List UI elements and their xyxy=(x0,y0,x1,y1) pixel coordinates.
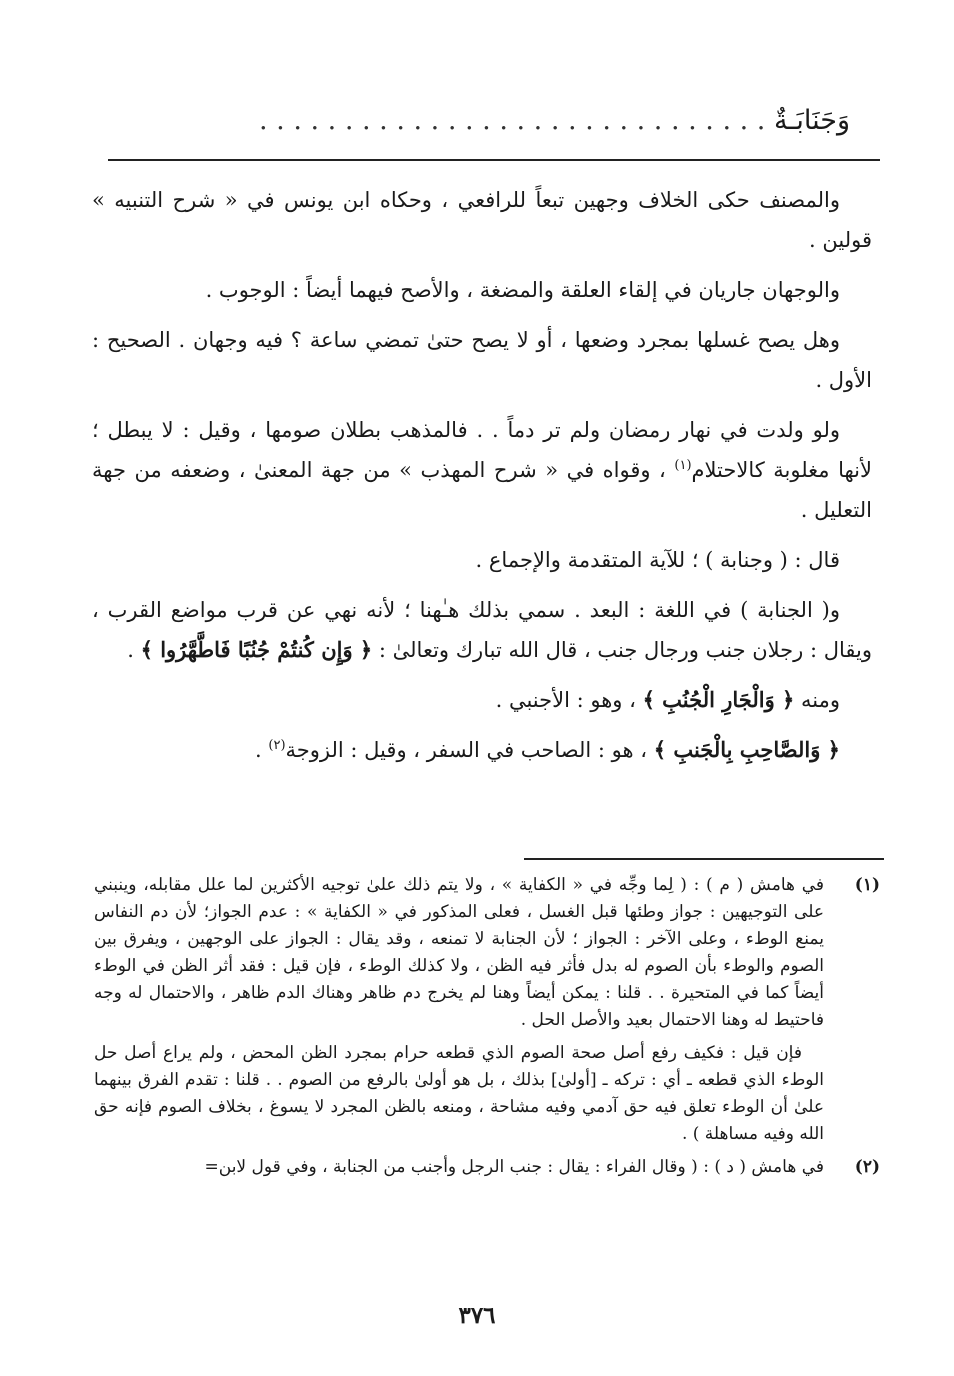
paragraph-6-end: . xyxy=(127,638,141,662)
footnote-rule xyxy=(524,858,884,860)
footnote-2 xyxy=(94,1154,884,1181)
page-number: ٣٧٦ xyxy=(458,1302,496,1329)
paragraph-5: قال : ( وجنابة ) ؛ للآية المتقدمة والإجماع . xyxy=(475,548,840,572)
main-text xyxy=(92,180,872,780)
footnote-number: (١) xyxy=(854,875,880,895)
paragraph-7 xyxy=(92,680,872,720)
footnote-ref-1[interactable]: (١) xyxy=(674,458,692,473)
running-header xyxy=(114,96,850,146)
quran-verse-3: ﴿ وَالصَّاحِبِ بِالْجَنبِ ﴾ xyxy=(653,737,840,762)
paragraph-8-mid: ، هو : الصاحب في السفر ، وقيل : الزوجة xyxy=(285,738,654,762)
header-dots: . . . . . . . . . . . . . . . . . . . . . . . . . . . . . . xyxy=(259,105,766,136)
footnote-1-paragraph-1: في هامش ( م ) : ( لِما وجِّه في « الكفاية » ، ولا يتم ذلك علىٰ توجيه الأكثرين لما علل مقابله، وينبني على التوجيهين : جواز وطئها قبل الغسل ، فعلى المذكور في « الكفاية » : عدم الجواز؛ لأن دم النفاس يمنع الوطء ، وعلى الآخر : الجواز ؛ لأن الجنابة لا تمنعه ، وقد يقال : الجواز على الوجهين ، ويفرق بين الصوم والوطء بأن الصوم له بدل فأثر فيه الظن ، ولا كذلك الوطء ، فإن قيل : فقد أثر الظن في الوطء أيضاً كما في المتحيرة . . قلنا : يمكن أيضاً وهنا لم يخرج دم ظاهر وهناك الدم ظاهر ، والاحتمال له وجه فاحتيط له وهنا الاحتمال بعيد والأصل الحل . xyxy=(94,875,824,1030)
footnote-ref-2[interactable]: (٢) xyxy=(268,738,286,753)
footnote-1 xyxy=(94,872,884,1148)
quran-verse-2: ﴿ وَالْجَارِ الْجُنُبِ ﴾ xyxy=(642,687,795,712)
footnote-number: (٢) xyxy=(854,1157,880,1177)
header-rule xyxy=(108,159,880,161)
paragraph-1: والمصنف حكى الخلاف وجهين تبعاً للرافعي ، وحكاه ابن يونس في « شرح التنبيه » قولين . xyxy=(92,188,872,252)
footnote-2-paragraph-1: في هامش ( د ) : ( وقال الفراء : يقال : جنب الرجل وأجنب من الجنابة ، وفي قول لابن= xyxy=(204,1157,824,1177)
paragraph-4-before: ولو ولدت في نهار رمضان ولم تر دماً . . فالمذهب بطلان صومها ، وقيل : لا يبطل ؛ لأنها مغلوبة كالاحتلام xyxy=(92,418,872,482)
footnotes xyxy=(94,872,884,1187)
paragraph-4-after: ، وقواه في « شرح المهذب » من جهة المعنىٰ ، وضعفه من جهة التعليل . xyxy=(92,458,872,522)
paragraph-7-end: ، وهو : الأجنبي . xyxy=(495,688,643,712)
paragraph-8 xyxy=(92,730,872,770)
paragraph-2: والوجهان جاريان في إلقاء العلقة والمضغة ، والأصح فيهما أيضاً : الوجوب . xyxy=(205,278,840,302)
footnote-1-paragraph-2: فإن قيل : فكيف رفع أصل صحة الصوم الذي قطعه حرام بمجرد الظن المحض ، ولم يراع أصل حل الوطء الذي قطعه ـ أي : تركه ـ [أولىٰ] بذلك ، بل هو أولىٰ بالرفع من الصوم . . قلنا : تقدم الفرق بينهما علىٰ أن الوطء تعلق فيه حق آدمي وفيه مشاحة ، ومنعه بالظن المجرد لا يسوغ ، بخلاف الصوم فإنه حق الله وفيه مساهلة ) . xyxy=(94,1043,824,1144)
quran-verse-1: ﴿ وَإِن كُنتُمْ جُنُبًا فَاطَّهَّرُوا ﴾ xyxy=(140,637,373,662)
paragraph-4 xyxy=(92,410,872,530)
header-title: وَجَنَابَـةٌ xyxy=(773,105,850,136)
paragraph-8-end: . xyxy=(255,738,269,762)
paragraph-6-text: و( الجنابة ) في اللغة : البعد . سمي بذلك هـٰهنا ؛ لأنه نهي عن قرب مواضع القرب ، ويقال : رجلان جنب ورجال جنب ، قال الله تبارك وتعالىٰ : xyxy=(92,598,872,662)
paragraph-7-start: ومنه xyxy=(794,688,840,712)
paragraph-6 xyxy=(92,590,872,670)
paragraph-3: وهل يصح غسلها بمجرد وضعها ، أو لا يصح حتىٰ تمضي ساعة ؟ فيه وجهان . الصحيح : الأول . xyxy=(92,328,872,392)
